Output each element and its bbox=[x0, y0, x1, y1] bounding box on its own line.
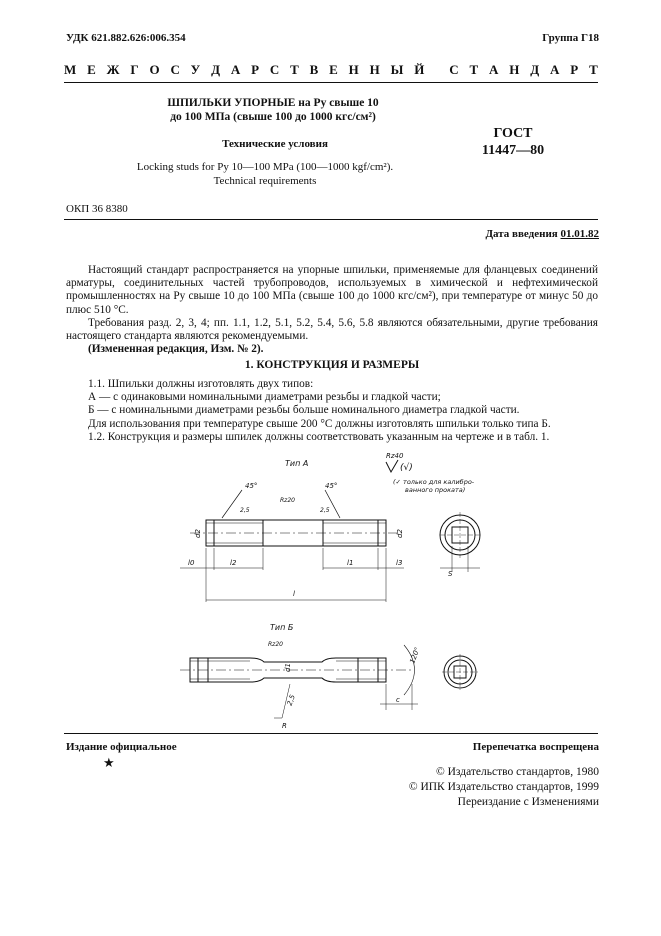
banner-letter: Н bbox=[369, 62, 380, 77]
introduction-date bbox=[485, 228, 599, 240]
paragraph-amendment: (Измененная редакция, Изм. № 2). bbox=[88, 343, 264, 356]
title-ru-line1: ШПИЛЬКИ УПОРНЫЕ на Pу свыше 10 bbox=[167, 97, 379, 109]
clause-1-1: 1.1. Шпильки должны изготовлять двух типов: bbox=[88, 378, 314, 390]
dim-25: 2,5 bbox=[285, 693, 297, 707]
note-line1: (✓ только для калибро- bbox=[393, 478, 475, 486]
angle-120: 120° bbox=[408, 646, 422, 665]
gost-label: ГОСТ bbox=[493, 126, 533, 141]
copyright-1999: © ИПК Издательство стандартов, 1999 bbox=[408, 781, 599, 793]
angle-left: 45° bbox=[245, 482, 258, 490]
calibrated-note bbox=[393, 478, 476, 494]
paragraph-scope: Настоящий стандарт распространяется на упорные шпильки, применяемые для фланцевых соединений арматуры, соединительных частей трубопроводов, используемых в химической и нефтехимической промышленностях на Pу свыше 10 до 100 МПа (свыше 100 до 1000 кгс/см²), при температуре от минус 50 до плюс 510 °С. bbox=[66, 264, 598, 316]
banner-rule bbox=[64, 82, 598, 83]
end-view-a bbox=[440, 512, 480, 558]
reissue-note: Переиздание с Изменениями bbox=[457, 796, 599, 808]
clause-type-a: А — с одинаковыми номинальными диаметрами резьбы и гладкой части; bbox=[88, 391, 441, 404]
udk-code: УДК 621.882.626:006.354 bbox=[66, 32, 186, 44]
banner-letter: Й bbox=[414, 62, 425, 77]
d1-label: d1 bbox=[284, 663, 292, 672]
rz20-b-label: Rz20 bbox=[268, 641, 283, 648]
official-edition: Издание официальное bbox=[66, 741, 177, 753]
banner-letter: Е bbox=[329, 62, 338, 77]
section-heading: 1. КОНСТРУКЦИЯ И РАЗМЕРЫ bbox=[244, 359, 420, 371]
dim-s: S bbox=[448, 570, 453, 578]
dim-l2: l2 bbox=[230, 559, 237, 567]
banner-letter: Г bbox=[130, 62, 139, 77]
gost-number: 11447—80 bbox=[481, 143, 545, 158]
intro-text bbox=[66, 264, 598, 356]
title-en-line2: Technical requirements bbox=[213, 175, 317, 187]
standard-banner bbox=[64, 62, 598, 78]
section-text bbox=[66, 378, 598, 444]
banner-letter: Н bbox=[509, 62, 520, 77]
title-ru-line2: до 100 МПа (свыше 100 до 1000 кгс/см²) bbox=[170, 111, 376, 123]
banner-letter: Ж bbox=[106, 62, 120, 77]
dim-l3: l3 bbox=[396, 559, 403, 567]
gost-designation bbox=[468, 125, 558, 159]
banner-letter: С bbox=[269, 62, 280, 77]
banner-letter: Р bbox=[251, 62, 260, 77]
subtitle: Технические условия bbox=[222, 138, 328, 150]
okp-rule bbox=[64, 219, 598, 220]
banner-letter: А bbox=[550, 62, 560, 77]
copyright-block bbox=[409, 765, 599, 810]
angle-right: 45° bbox=[325, 482, 338, 490]
type-a-label: Тип А bbox=[285, 459, 309, 468]
clause-type-b: Б — с номинальными диаметрами резьбы больше номинального диаметра гладкой части. bbox=[88, 404, 520, 417]
banner-letter: Е bbox=[87, 62, 96, 77]
stud-b bbox=[180, 658, 412, 682]
banner-letter: Д bbox=[530, 62, 540, 77]
roughness-symbol bbox=[386, 452, 413, 473]
rz20-label: Rz20 bbox=[280, 497, 295, 504]
banner-letter: А bbox=[489, 62, 499, 77]
dim-l: l bbox=[293, 590, 295, 598]
clause-1-2: 1.2. Конструкция и размеры шпилек должны соответствовать указанным на чертеже и в табл. 1. bbox=[88, 430, 550, 443]
dim-r: R bbox=[282, 722, 287, 730]
banner-letter: М bbox=[64, 62, 77, 77]
note-line2: ванного проката) bbox=[405, 486, 466, 494]
banner-letter: С bbox=[449, 62, 459, 77]
banner-letter: Н bbox=[348, 62, 359, 77]
date-value: 01.01.82 bbox=[560, 228, 599, 240]
banner-letter: Т bbox=[469, 62, 479, 77]
title-ru bbox=[128, 96, 418, 124]
title-en bbox=[105, 160, 425, 188]
banner-letter bbox=[435, 62, 438, 78]
banner-letter: В bbox=[309, 62, 319, 77]
r25-right: 2,5 bbox=[320, 507, 330, 514]
okp-code: ОКП 36 8380 bbox=[66, 203, 128, 215]
r25-left: 2,5 bbox=[240, 507, 250, 514]
reprint-notice: Перепечатка воспрещена bbox=[472, 741, 599, 753]
date-label: Дата введения bbox=[485, 228, 558, 240]
banner-letter: Т bbox=[290, 62, 299, 77]
dim-l1: l1 bbox=[347, 559, 354, 567]
banner-letter: С bbox=[170, 62, 180, 77]
paragraph-requirements: Требования разд. 2, 3, 4; пп. 1.1, 1.2, 5.1, 5.2, 5.4, 5.6, 5.8 являются обязательными, другие требования настоящего стандарта являются рекомендуемыми. bbox=[66, 316, 598, 343]
end-view-b bbox=[442, 654, 478, 690]
rz40-label: Rz40 bbox=[386, 452, 404, 460]
stud-a bbox=[190, 520, 402, 546]
stud-drawing bbox=[150, 450, 620, 730]
banner-letter: Ы bbox=[390, 62, 404, 77]
banner-letter: Т bbox=[589, 62, 598, 77]
footer-rule bbox=[64, 733, 598, 734]
d2-left: d2 bbox=[194, 529, 202, 538]
dim-c: c bbox=[396, 696, 400, 704]
check-symbol: (√) bbox=[400, 463, 413, 473]
banner-letter: Р bbox=[570, 62, 579, 77]
copyright-1980: © Издательство стандартов, 1980 bbox=[435, 766, 599, 778]
banner-letter: Д bbox=[211, 62, 221, 77]
banner-letter: О bbox=[149, 62, 160, 77]
title-en-line1: Locking studs for Pу 10—100 MPa (100—1000 kgf/cm²). bbox=[136, 161, 394, 173]
dim-l0: l0 bbox=[188, 559, 195, 567]
clause-temperature: Для использования при температуре свыше 200 °С должны изготовлять шпильки только типа Б. bbox=[88, 417, 551, 430]
group-code: Группа Г18 bbox=[542, 32, 599, 44]
banner-letter: А bbox=[230, 62, 241, 77]
d2-right: d2 bbox=[396, 529, 404, 538]
star-mark: ★ bbox=[103, 755, 115, 770]
type-b-label: Тип Б bbox=[270, 623, 294, 632]
banner-letter: У bbox=[190, 62, 201, 77]
